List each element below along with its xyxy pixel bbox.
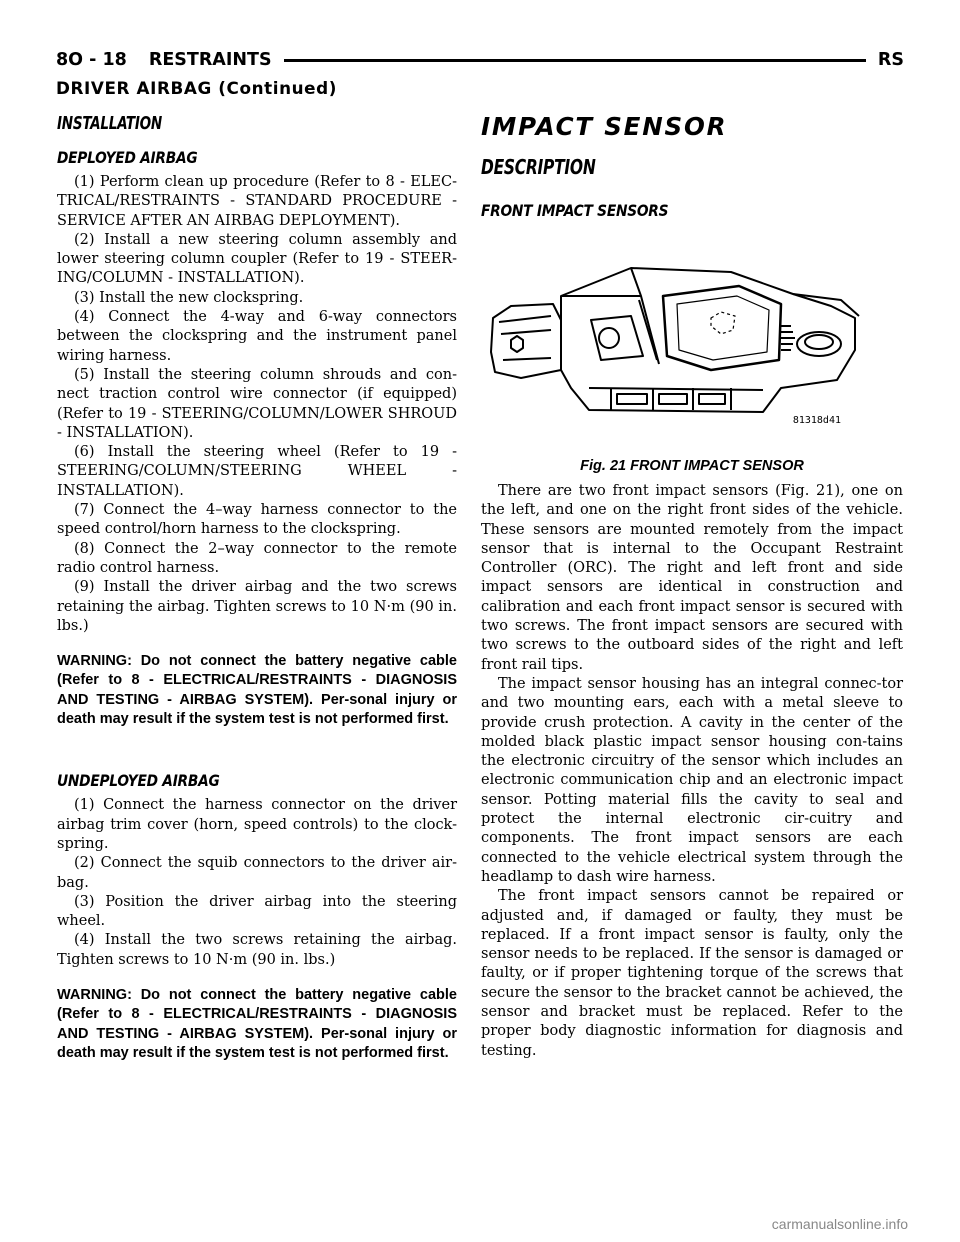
body-paragraph: The front impact sensors cannot be repaired or adjusted and, if damaged or faulty, they must be replaced. If a front impact sensor is faulty, only the sensor needs to be replaced. If the sensor is damaged or faulty, or if proper tightening torque of the screws that secure the sensor to the bracket cannot be achieved, the sensor and bracket must be replaced. Refer to the proper body diagnostic information for diagnosis and testing. xyxy=(481,888,903,1059)
impact-sensor-figure xyxy=(481,260,903,452)
deployed-airbag-heading: DEPLOYED AIRBAG xyxy=(57,148,198,167)
header-rule xyxy=(284,59,866,62)
left-column xyxy=(57,106,457,1073)
deployed-step: (9) Install the driver airbag and the two screws retaining the airbag. Tighten screws to 10 N·m (90 in. lbs.) xyxy=(57,579,457,634)
impact-sensor-heading: IMPACT SENSOR xyxy=(481,112,728,141)
watermark: carmanualsonline.info xyxy=(771,1216,908,1232)
page-number: 8O - 18 xyxy=(56,50,127,70)
undeployed-step: (1) Connect the harness connector on the driver airbag trim cover (horn, speed controls) to the clock-spring. xyxy=(57,797,457,852)
page-header xyxy=(56,46,904,74)
figure-caption: Fig. 21 FRONT IMPACT SENSOR xyxy=(580,458,804,474)
description-heading: DESCRIPTION xyxy=(481,155,596,179)
warning-note: WARNING: Do not connect the battery negative cable (Refer to 8 - ELECTRICAL/RESTRAINTS - DIAGNOSIS AND TESTING - AIRBAG SYSTEM). Per-sonal injury or death may result if the system test is not performed first. xyxy=(57,986,457,1061)
deployed-step: (8) Connect the 2–way connector to the remote radio control harness. xyxy=(57,540,457,576)
deployed-step: (7) Connect the 4–way harness connector to the speed control/horn harness to the clockspring. xyxy=(57,502,457,538)
body-paragraph: There are two front impact sensors (Fig. 21), one on the left, and one on the right front sides of the vehicle. These sensors are mounted remotely from the impact sensor that is internal to the Occupant Restraint Controller (ORC). The right and left front and side impact sensors are identical in construction and calibration and each front impact sensor is secured with two screws. The front impact sensors are secured with two screws to the outboard sides of the right and left front rail tips. xyxy=(481,483,903,673)
warning-note: WARNING: Do not connect the battery negative cable (Refer to 8 - ELECTRICAL/RESTRAINTS - DIAGNOSIS AND TESTING - AIRBAG SYSTEM). Per-sonal injury or death may result if the system test is not performed first. xyxy=(57,653,457,728)
right-column xyxy=(481,106,903,1061)
undeployed-step: (4) Install the two screws retaining the airbag. Tighten screws to 10 N·m (90 in. lbs.) xyxy=(57,932,457,968)
installation-heading: INSTALLATION xyxy=(57,114,162,134)
body-paragraph: The impact sensor housing has an integral connec-tor and two mounting ears, each with a metal sleeve to provide crush protection. A cavity in the center of the molded black plastic impact sensor housing con-tains the electronic circuitry of the sensor which includes an electronic communication chip and an electronic impact sensor. Potting material fills the cavity to seal and protect the internal electronic cir-cuitry and components. The front impact sensors are each connected to the vehicle electrical system through the headlamp to dash wire harness. xyxy=(481,675,903,885)
undeployed-step: (2) Connect the squib connectors to the driver air-bag. xyxy=(57,855,457,891)
figure-code: 81318d41 xyxy=(792,415,841,426)
deployed-step: (1) Perform clean up procedure (Refer to 8 - ELEC-TRICAL/RESTRAINTS - STANDARD PROCEDURE - SERVICE AFTER AN AIRBAG DEPLOYMENT). xyxy=(57,174,457,229)
deployed-step: (3) Install the new clockspring. xyxy=(74,289,304,306)
continued-title: DRIVER AIRBAG (Continued) xyxy=(56,78,338,98)
deployed-step: (6) Install the steering wheel (Refer to 19 - STEERING/COLUMN/STEERING WHEEL - INSTALLATION). xyxy=(57,444,457,499)
undeployed-airbag-heading: UNDEPLOYED AIRBAG xyxy=(57,771,220,791)
deployed-step: (5) Install the steering column shrouds and con-nect traction control wire connector (if equipped) (Refer to 19 - STEERING/COLUMN/LOWER SHROUD - INSTALLATION). xyxy=(57,366,457,441)
deployed-step: (2) Install a new steering column assembly and lower steering column coupler (Refer to 19 - STEER-ING/COLUMN - INSTALLATION). xyxy=(57,231,457,287)
deployed-step: (4) Connect the 4-way and 6-way connectors between the clockspring and the instrument panel wiring harness. xyxy=(57,309,457,364)
front-impact-sensors-heading: FRONT IMPACT SENSORS xyxy=(481,201,669,220)
manual-code: RS xyxy=(877,50,904,70)
section-title: RESTRAINTS xyxy=(148,50,272,70)
undeployed-step: (3) Position the driver airbag into the steering wheel. xyxy=(57,893,457,930)
